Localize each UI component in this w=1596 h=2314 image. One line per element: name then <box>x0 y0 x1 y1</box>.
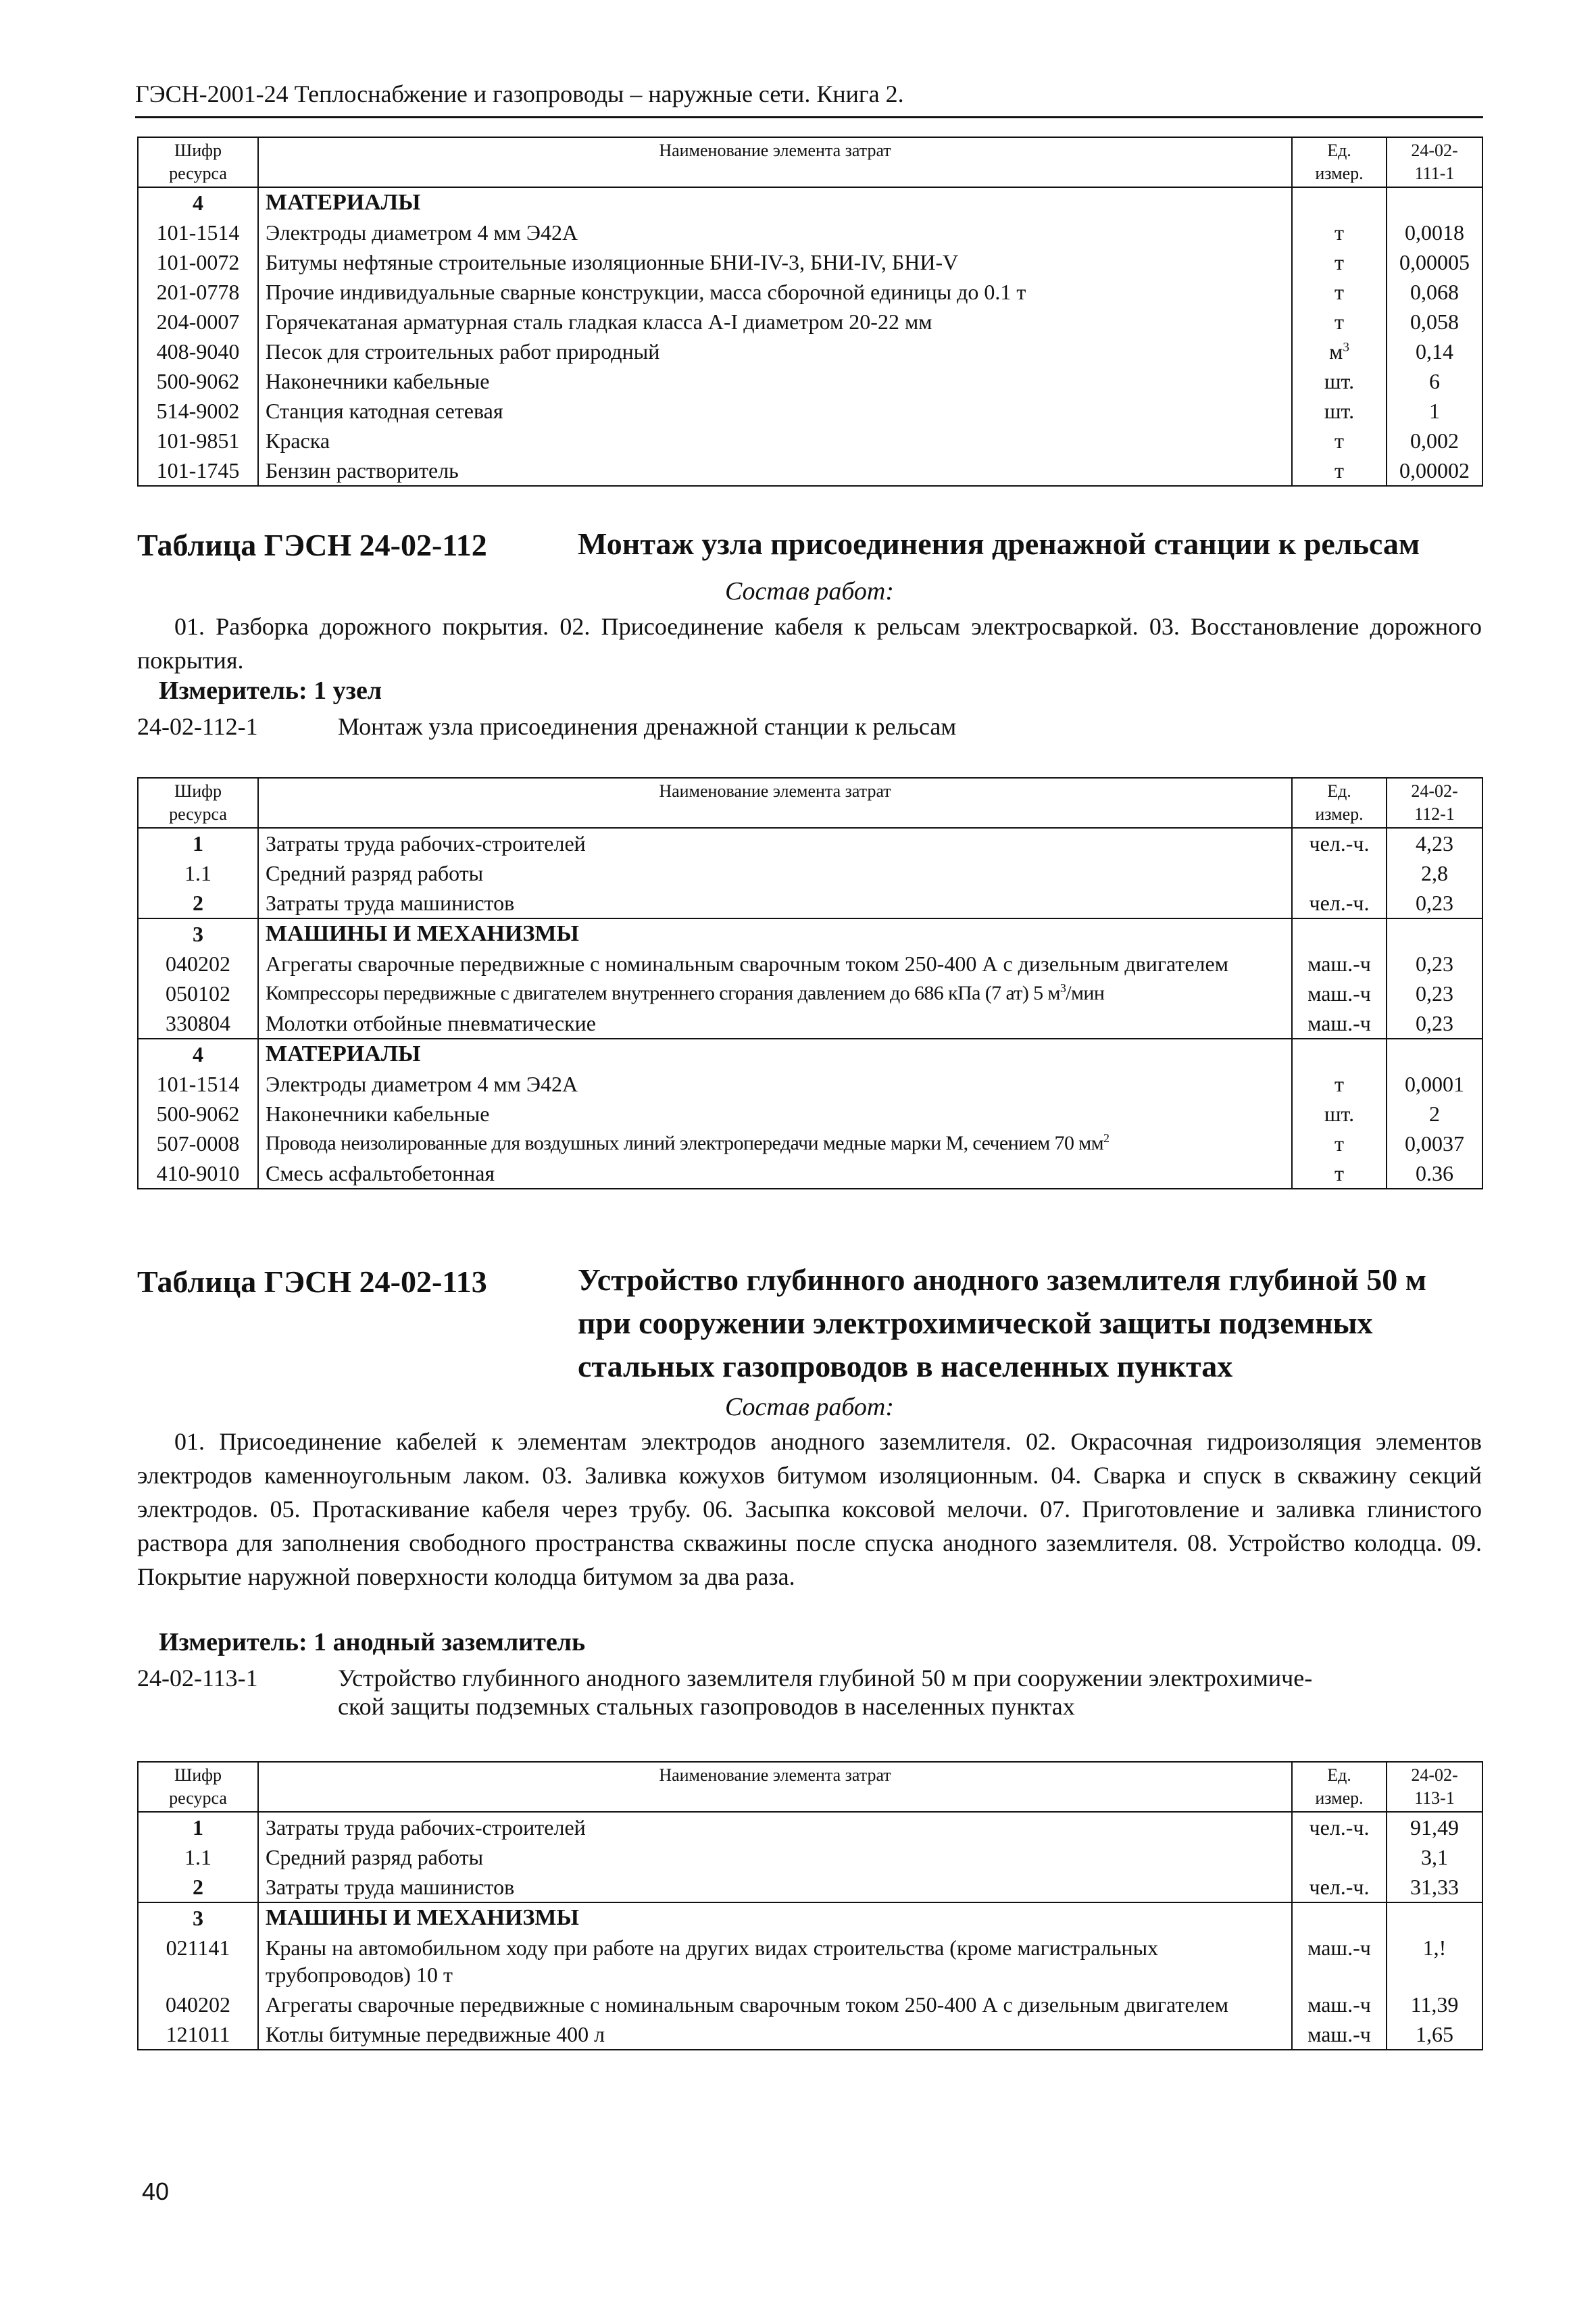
works-heading-112: Состав работ: <box>724 577 895 606</box>
section-row-materials: 4 МАТЕРИАЛЫ <box>138 187 1482 218</box>
works-text-112: 01. Разборка дорожного покрытия. 02. Присоединение кабеля к рельсам электросваркой. 03. Восстановление дорожного покрытия. <box>137 613 1482 674</box>
table-row: 1.1 Средний разряд работы 2,8 <box>138 858 1482 888</box>
table-label-113: Таблица ГЭСН 24-02-113 <box>137 1264 487 1299</box>
col-name-header: Наименование элемента затрат <box>258 137 1292 187</box>
table-row: 1.1 Средний разряд работы 3,1 <box>138 1842 1482 1872</box>
table-row: 101-0072 Битумы нефтяные строительные изоляционные БНИ-IV-3, БНИ-IV, БНИ-V т 0,00005 <box>138 247 1482 277</box>
table-title-113: Устройство глубинного анодного заземлителя глубиной 50 м при сооружении электрохимической защиты подземных стальных газопроводов в населенных пунктах <box>578 1262 1427 1383</box>
col-unit-header: Ед. измер. <box>1292 778 1387 828</box>
norm-code-112: 24-02-112-1 <box>137 713 258 740</box>
meter-112: Измеритель: 1 узел <box>159 676 382 705</box>
table-row: 050102 Компрессоры передвижные с двигателем внутреннего сгорания давлением до 686 кПа (7 ат) 5 $м^3$/мин маш.-ч 0,23 <box>138 979 1482 1008</box>
col-code-header: Шифр ресурса <box>138 778 258 828</box>
table-row: 101-1745 Бензин растворитель т 0,00002 <box>138 456 1482 486</box>
col-norm-header: 24-02- 111-1 <box>1387 137 1482 187</box>
table-row: 021141 Краны на автомобильном ходу при работе на других видах строительства (кроме магистральных трубопроводов) 10 т маш.-ч 1,! <box>138 1933 1482 1990</box>
section-row-materials: 4 МАТЕРИАЛЫ <box>138 1039 1482 1069</box>
table-row: 330804 Молотки отбойные пневматические маш.-ч 0,23 <box>138 1008 1482 1039</box>
table-row: 101-1514 Электроды диаметром 4 мм Э42А т 0,0001 <box>138 1069 1482 1099</box>
table-row: 410-9010 Смесь асфальтобетонная т 0.36 <box>138 1158 1482 1189</box>
table-row: 408-9040 Песок для строительных работ природный $м^3$ 0,14 <box>138 337 1482 366</box>
table-row: 2 Затраты труда машинистов чел.-ч. 0,23 <box>138 888 1482 918</box>
header-rule <box>135 116 1483 118</box>
section-row-machines: 3 МАШИНЫ И МЕХАНИЗМЫ <box>138 1902 1482 1933</box>
col-unit-header: Ед. измер. <box>1292 137 1387 187</box>
col-norm-header: 24-02- 113-1 <box>1387 1762 1482 1812</box>
resource-table-113 <box>137 1761 1483 2050</box>
table-row: 040202 Агрегаты сварочные передвижные с номинальным сварочным током 250-400 А с дизельным двигателем маш.-ч 0,23 <box>138 949 1482 979</box>
col-name-header: Наименование элемента затрат <box>258 778 1292 828</box>
table-row: 121011 Котлы битумные передвижные 400 л маш.-ч 1,65 <box>138 2019 1482 2050</box>
col-code-header: Шифр ресурса <box>138 137 258 187</box>
table-row: 500-9062 Наконечники кабельные шт. 2 <box>138 1099 1482 1129</box>
works-text-113: 01. Присоединение кабелей к элементам электродов анодного заземлителя. 02. Окрасочная гидроизоляция элементов электродов каменноугольным лаком. 03. Заливка кожухов битумом изоляционным. 04. Сварка и спуск в скважину секций электродов. 05. Протаскивание кабеля через трубу. 06. Засыпка коксовой мелочи. 07. Приготовление и заливка глинистого раствора для заполнения свободного пространства скважины после спуска анодного заземлителя. 08. Устройство колодца. 09. Покрытие наружной поверхности колодца битумом за два раза. <box>137 1428 1482 1590</box>
resource-table-112 <box>137 777 1483 1189</box>
section-row-machines: 3 МАШИНЫ И МЕХАНИЗМЫ <box>138 918 1482 949</box>
resource-table-111 <box>137 137 1483 487</box>
col-code-header: Шифр ресурса <box>138 1762 258 1812</box>
works-heading-113: Состав работ: <box>724 1393 895 1421</box>
table-row: 1 Затраты труда рабочих-строителей чел.-ч. 91,49 <box>138 1812 1482 1842</box>
meter-113: Измеритель: 1 анодный заземлитель <box>159 1628 586 1656</box>
norm-code-113: 24-02-113-1 <box>137 1665 258 1692</box>
table-header-row <box>138 1762 1482 1812</box>
col-unit-header: Ед. измер. <box>1292 1762 1387 1812</box>
col-name-header: Наименование элемента затрат <box>258 1762 1292 1812</box>
table-header-row <box>138 137 1482 187</box>
table-title-112: Монтаж узла присоединения дренажной станции к рельсам <box>578 526 1420 561</box>
table-row: 101-1514 Электроды диаметром 4 мм Э42А т 0,0018 <box>138 218 1482 247</box>
table-row: 040202 Агрегаты сварочные передвижные с номинальным сварочным током 250-400 А с дизельным двигателем маш.-ч 11,39 <box>138 1990 1482 2019</box>
col-norm-header: 24-02- 112-1 <box>1387 778 1482 828</box>
norm-title-112: Монтаж узла присоединения дренажной станции к рельсам <box>338 713 957 740</box>
table-row: 101-9851 Краска т 0,002 <box>138 426 1482 456</box>
table-header-row <box>138 778 1482 828</box>
table-row: 1 Затраты труда рабочих-строителей чел.-ч. 4,23 <box>138 828 1482 858</box>
table-label-112: Таблица ГЭСН 24-02-112 <box>137 528 487 562</box>
page-number: 40 <box>142 2177 170 2205</box>
table-row: 201-0778 Прочие индивидуальные сварные конструкции, масса сборочной единицы до 0.1 т т 0,068 <box>138 277 1482 307</box>
table-row: 204-0007 Горячекатаная арматурная сталь гладкая класса А-I диаметром 20-22 мм т 0,058 <box>138 307 1482 337</box>
table-row: 514-9002 Станция катодная сетевая шт. 1 <box>138 396 1482 426</box>
table-row: 500-9062 Наконечники кабельные шт. 6 <box>138 366 1482 396</box>
table-row: 2 Затраты труда машинистов чел.-ч. 31,33 <box>138 1872 1482 1902</box>
table-row: 507-0008 Провода неизолированные для воздушных линий электропередачи медные марки М, сечением 70 $мм^2$ т 0,0037 <box>138 1129 1482 1158</box>
running-header: ГЭСН-2001-24 Теплоснабжение и газопроводы – наружные сети. Книга 2. <box>135 80 904 107</box>
norm-title-113: Устройство глубинного анодного заземлителя глубиной 50 м при сооружении электрохимиче- ской защиты подземных стальных газопроводов в населенных пунктах <box>338 1665 1313 1720</box>
